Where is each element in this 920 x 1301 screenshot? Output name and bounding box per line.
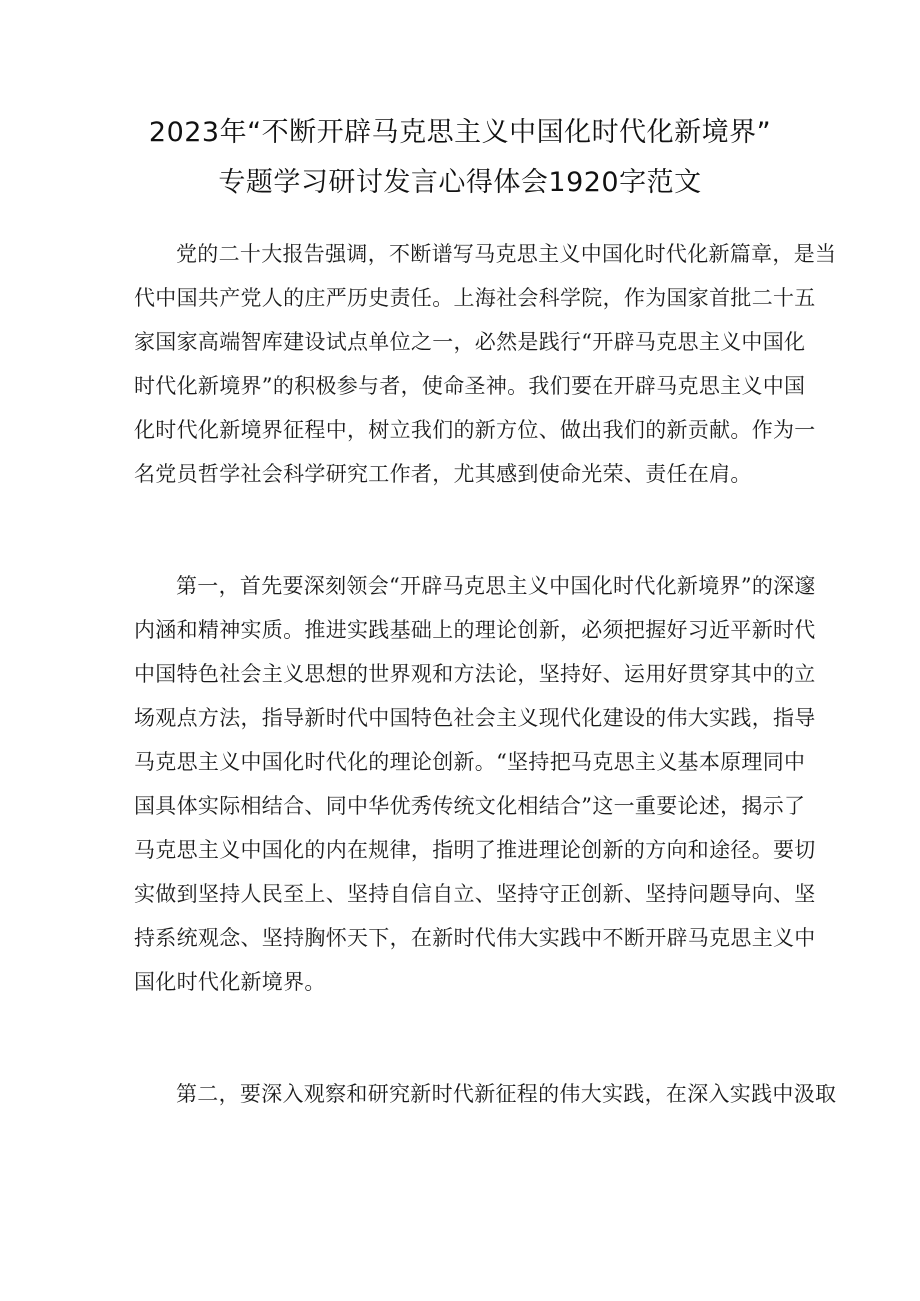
title-line-2: 专题学习研讨发言心得体会1920字范文	[218, 167, 702, 198]
paragraph-line: 马克思主义中国化时代化的理论创新。“坚持把马克思主义基本原理同中	[134, 750, 806, 774]
title-line-1: 2023年“不断开辟马克思主义中国化时代化新境界”	[148, 117, 772, 148]
paragraph-line: 第一，首先要深刻领会“开辟马克思主义中国化时代化新境界”的深邃	[176, 574, 816, 598]
paragraph-line: 第二，要深入观察和研究新时代新征程的伟大实践，在深入实践中汲取	[176, 1082, 837, 1106]
paragraph-line: 时代化新境界”的积极参与者，使命圣神。我们要在开辟马克思主义中国	[134, 374, 806, 398]
paragraph-line: 化时代化新境界征程中，树立我们的新方位、做出我们的新贡献。作为一	[134, 418, 816, 442]
paragraph-line: 国化时代化新境界。	[134, 970, 326, 994]
paragraph-line: 国具体实际相结合、同中华优秀传统文化相结合”这一重要论述，揭示了	[134, 794, 806, 818]
paragraph-line: 家国家高端智库建设试点单位之一，必然是践行“开辟马克思主义中国化	[134, 330, 806, 354]
paragraph-line: 名党员哲学社会科学研究工作者，尤其感到使命光荣、责任在肩。	[134, 462, 752, 486]
paragraph-line: 持系统观念、坚持胸怀天下，在新时代伟大实践中不断开辟马克思主义中	[134, 926, 816, 950]
paragraph-gap	[134, 1004, 790, 1072]
paragraph-line: 代中国共产党人的庄严历史责任。上海社会科学院，作为国家首批二十五	[134, 286, 816, 310]
paragraph-1	[134, 232, 837, 496]
paragraph-3	[134, 1072, 837, 1116]
document-title	[100, 108, 820, 208]
paragraph-2	[134, 564, 816, 1004]
paragraph-line: 党的二十大报告强调，不断谱写马克思主义中国化时代化新篇章，是当	[176, 242, 837, 266]
paragraph-gap	[134, 496, 790, 564]
paragraph-line: 中国特色社会主义思想的世界观和方法论，坚持好、运用好贯穿其中的立	[134, 662, 816, 686]
paragraph-line: 内涵和精神实质。推进实践基础上的理论创新，必须把握好习近平新时代	[134, 618, 816, 642]
paragraph-line: 场观点方法，指导新时代中国特色社会主义现代化建设的伟大实践，指导	[134, 706, 816, 730]
paragraph-line: 马克思主义中国化的内在规律，指明了推进理论创新的方向和途径。要切	[134, 838, 816, 862]
paragraph-line: 实做到坚持人民至上、坚持自信自立、坚持守正创新、坚持问题导向、坚	[134, 882, 816, 906]
document-body	[134, 232, 837, 1116]
